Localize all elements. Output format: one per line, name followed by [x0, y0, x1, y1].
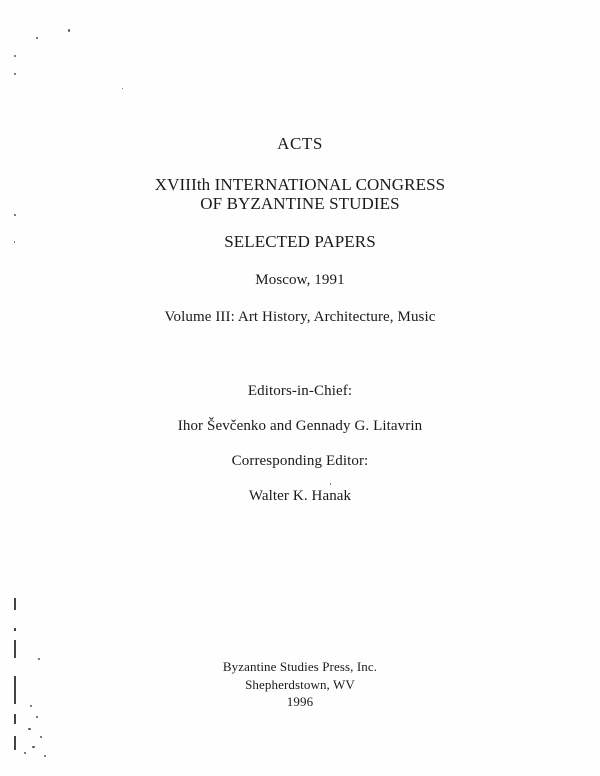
binding-edge-mark: [14, 598, 16, 610]
binding-edge-mark: [14, 628, 16, 631]
scan-speck: [36, 716, 38, 718]
subtitle: SELECTED PAPERS: [224, 232, 376, 251]
binding-edge-mark: [14, 676, 16, 704]
scan-speck: [330, 483, 331, 485]
scan-speck: [30, 705, 32, 707]
scan-speck: [14, 73, 16, 75]
scan-speck: [40, 736, 42, 738]
scan-speck: [14, 55, 16, 57]
binding-edge-mark: [14, 736, 16, 750]
congress-title-line-2: OF BYZANTINE STUDIES: [200, 194, 400, 213]
editors-in-chief-names: Ihor Ševčenko and Gennady G. Litavrin: [177, 418, 423, 434]
publisher: Byzantine Studies Press, Inc.: [222, 659, 378, 674]
scan-speck: [44, 755, 46, 757]
scan-speck: [28, 728, 31, 730]
binding-edge-mark: [14, 640, 16, 658]
scan-speck: [32, 746, 35, 748]
corresponding-editor-name: Walter K. Hanak: [248, 488, 352, 504]
binding-edge-mark: [14, 714, 16, 724]
scan-speck: [24, 752, 26, 754]
scan-speck: [122, 88, 123, 89]
heading: ACTS: [277, 134, 323, 153]
scan-speck: [14, 214, 16, 216]
scan-speck: [14, 241, 15, 243]
place-date: Moscow, 1991: [255, 272, 345, 288]
scan-speck: [36, 37, 38, 39]
scan-speck: [38, 658, 40, 660]
corresponding-editor-label: Corresponding Editor:: [231, 453, 369, 469]
editors-in-chief-label: Editors-in-Chief:: [247, 383, 353, 399]
congress-title-line-1: XVIIIth INTERNATIONAL CONGRESS: [154, 175, 446, 194]
publisher-city: Shepherdstown, WV: [245, 677, 355, 692]
scan-speck: [68, 29, 70, 32]
publication-year: 1996: [286, 694, 314, 709]
volume-title: Volume III: Art History, Architecture, Music: [164, 309, 436, 325]
